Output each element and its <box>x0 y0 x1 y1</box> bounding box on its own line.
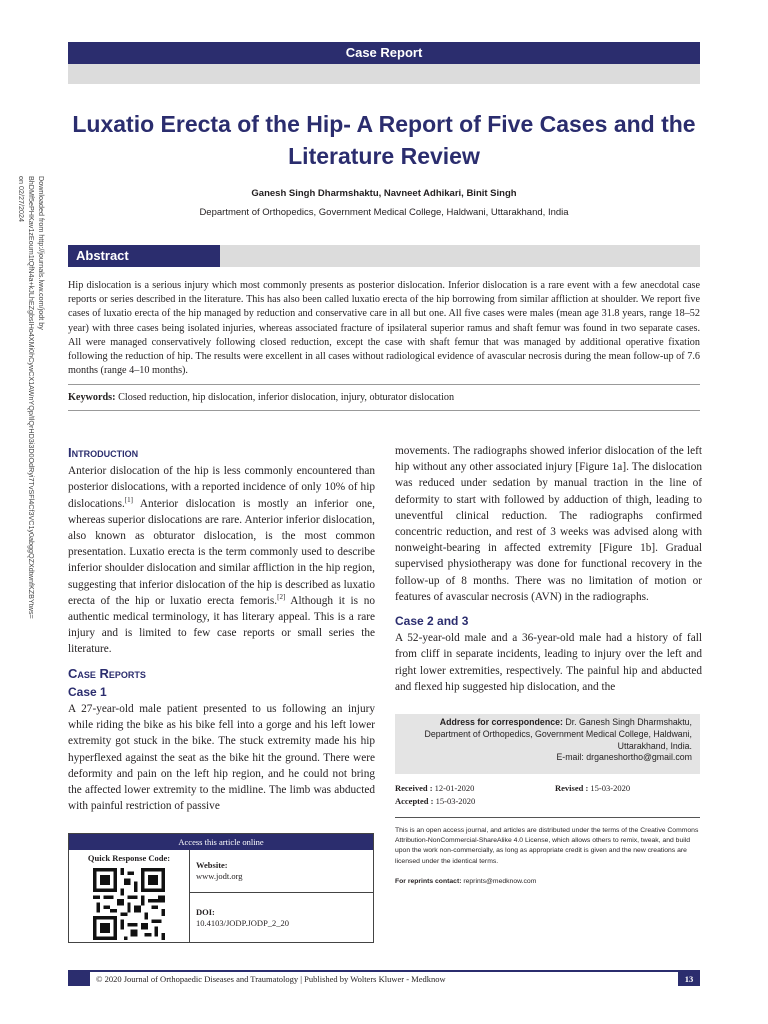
revised-label: Revised : <box>555 783 589 793</box>
abstract-grey-band <box>220 245 700 267</box>
left-column <box>68 443 375 814</box>
qr-code-icon[interactable] <box>93 868 165 940</box>
received-value: 12-01-2020 <box>432 783 475 793</box>
header-grey-band <box>68 64 700 84</box>
introduction-paragraph <box>68 463 375 657</box>
divider <box>68 410 700 411</box>
case-reports-heading: Case Reports <box>68 665 146 681</box>
keywords-label: Keywords: <box>68 392 116 403</box>
abstract-heading <box>68 245 220 267</box>
abstract-body: Hip dislocation is a serious injury which most commonly presents as posterior dislocation. Inferior dislocation is a rare event with a few anecdotal case reports or series described in the literature. This has also been called luxatio erecta of the hip borrowing from similar affliction at shoulder. We report five cases of luxatio erecta of the hip managed by reduction and conservative care in all but one. All five cases were males (mean age 31.8 years, range 18–52 year) with three cases being isolated injuries, whereas associated fracture of ipsilateral superior ramus and shaft femur was found in two separate cases. All were managed conservatively following closed reduction, except the case with shaft femur that was managed by additional operative fixation following the reduction of hip. The results were excellent in all cases without radiological evidence of avascular necrosis during the mean follow-up of 7.6 months (range 4–10 months). <box>68 280 700 377</box>
doi-label: DOI: <box>196 907 215 917</box>
case1-heading: Case 1 <box>68 684 107 699</box>
correspondence-line-3: Uttarakhand, India. <box>617 740 692 751</box>
keywords <box>68 392 700 403</box>
accepted-date <box>395 795 700 808</box>
case23-heading: Case 2 and 3 <box>395 614 469 629</box>
revised-value: 15-03-2020 <box>588 783 631 793</box>
article-dates <box>395 782 700 808</box>
article-authors: Ganesh Singh Dharmshaktu, Navneet Adhikari, Binit Singh <box>251 188 517 199</box>
right-column <box>395 443 702 695</box>
case1-continued-paragraph: movements. The radiographs showed inferior dislocation of the left hip without any other associated injury [Figure 1a]. The dislocation was reduced under sedation by manual traction in the line of deformity to start with followed by adduction of thigh, leading to uneventful clinical reduction. The radiographs confirmed concentric reduction, and rest of 3 weeks was advised along with nonweight-bearing in affected extremity [Figure 1b]. Gradual supervised physiotherapy was done for functional recovery in the follow-up of 8 months. There was no limitation of motion or features of avascular necrosis (AVN) in the radiographs. <box>395 445 702 603</box>
website-link[interactable]: www.jodt.org <box>196 871 243 881</box>
received-date <box>395 782 700 795</box>
case1-paragraph: A 27-year-old male patient presented to us following an injury while riding the bike as his bike fell into a gorge and his left lower extremity got stuck in the bike. The stuck extremity made his hip hyperflexed against the seat as the bike hit the ground. There were deformity and pain on the left hip region, and he could not bring the affected lower extremity to the midline. The limb was abducted with painful restriction of passive <box>68 703 375 813</box>
doi-cell <box>190 893 373 943</box>
correspondence-label: Address for correspondence: <box>439 717 563 727</box>
footer-mark <box>68 972 90 986</box>
accepted-label: Accepted : <box>395 796 434 806</box>
reference-1[interactable]: [1] <box>124 495 133 504</box>
accepted-value: 15-03-2020 <box>433 796 476 806</box>
doi-value[interactable]: 10.4103/JODP.JODP_2_20 <box>196 918 290 928</box>
reprints-email[interactable]: reprints@medknow.com <box>461 878 537 885</box>
intro-text-3: Although it is no authentic medical terminology, it has literary appeal. This is a rare injury and is limited to few case reports or small series the literature. <box>68 594 375 656</box>
page-number: 13 <box>678 972 700 986</box>
qr-cell <box>69 850 190 943</box>
intro-text-1: Anterior dislocation of the hip is less commonly encountered than posterior dislocations, with a reported incidence of only 10% of hip dislocations. <box>68 465 375 510</box>
article-title: Luxatio Erecta of the Hip- A Report of Five Cases and the Literature Review <box>72 111 696 169</box>
footer-copyright: © 2020 Journal of Orthopaedic Diseases and Traumatology | Published by Wolters Kluwer - Medknow <box>96 974 446 984</box>
abstract-heading-text: Abstract <box>76 248 129 263</box>
correspondence-line-2: Department of Orthopedics, Government Medical College, Haldwani, <box>424 728 692 739</box>
website-cell <box>190 850 373 893</box>
correspondence-line-1 <box>405 717 692 729</box>
divider <box>68 384 700 385</box>
website-label: Website: <box>196 860 228 870</box>
correspondence-name: Dr. Ganesh Singh Dharmshaktu, <box>562 717 692 727</box>
received-label: Received : <box>395 783 433 793</box>
license-text: This is an open access journal, and articles are distributed under the terms of the Creative Commons Attribution-NonCommercial-ShareAlike 4.0 License, which allows others to remix, tweak, and build upon the work non-commercially, as long as appropriate credit is given and the new creations are licensed under the identical terms. <box>395 827 699 865</box>
qr-label: Quick Response Code: <box>87 853 171 863</box>
keywords-list: Closed reduction, hip dislocation, inferior dislocation, injury, obturator dislocation <box>118 392 455 403</box>
introduction-heading: Introduction <box>68 445 139 460</box>
correspondence-box <box>395 714 700 774</box>
section-label: Case Report <box>345 45 423 60</box>
revised-date <box>555 782 630 795</box>
case23-paragraph: A 52-year-old male and a 36-year-old male had a history of fall from cliff in separate incidents, leading to injury over the left and right lower extremities, respectively. The painful hip and abducted and flexed hip suggested hip dislocation, and the <box>395 632 702 693</box>
reprints-label: For reprints contact: <box>395 878 462 885</box>
divider <box>395 817 700 818</box>
reprints-contact <box>395 878 700 885</box>
download-watermark: Downloaded from http://journals.lww.com/jodt by BhDMf5ePHKav1zEoum1tQfN4a+kJLhEZgbsIHo4XMi0hCywCX1AWnYQp/IlQrHD3i3D0OdRyi7TvSFl4Cf3VC1y0abggQZXdtwnfKZBYtws= on 02/27/2024 <box>17 176 46 619</box>
article-affiliation: Department of Orthopedics, Government Medical College, Haldwani, Uttarakhand, India <box>199 207 569 218</box>
access-heading: Access this article online <box>69 834 373 850</box>
section-label-bar <box>68 42 700 64</box>
correspondence-email[interactable]: E-mail: drganeshortho@gmail.com <box>556 752 692 763</box>
reference-2[interactable]: [2] <box>277 593 286 602</box>
intro-text-2: Anterior dislocation is mostly an inferior one, whereas superior dislocations are rare. Anterior inferior dislocation, also known as obturator dislocation, is the most common presentation. Luxatio erecta is the term commonly used to describe inferior shoulder dislocation and similar affliction in the hip region, suggesting that inferior dislocation of the hip is described as luxatio erecta of the hip or luxatio erecta femoris. <box>68 497 375 607</box>
access-online-box <box>68 833 374 943</box>
